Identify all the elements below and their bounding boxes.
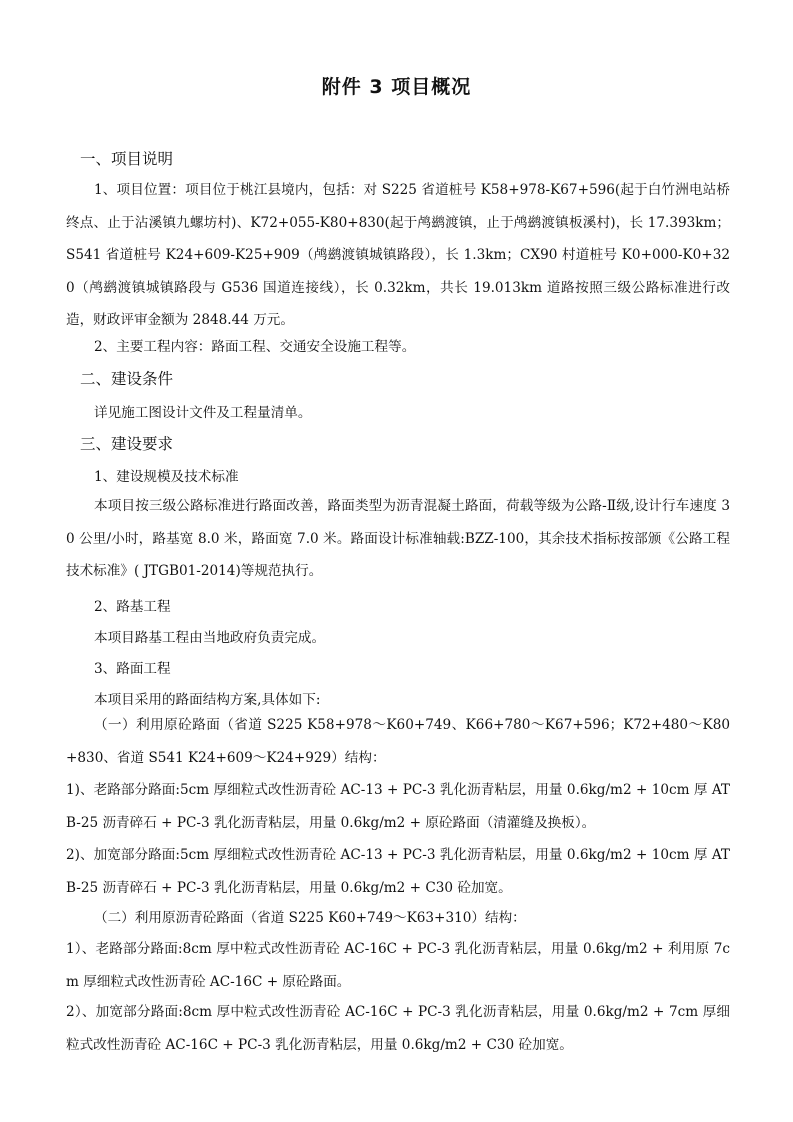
paragraph-pavement-intro: 本项目采用的路面结构方案,具体如下: — [94, 692, 321, 708]
paragraph-project-location: 1、项目位置：项目位于桃江县境内，包括：对 S225 省道桩号 K58+978-K67+596(起于白竹洲电站桥终点、止于沾溪镇九螺坊村)、K72+055-K80+830(起于鸬鹚渡镇，止于鸬鹚渡镇板溪村)，长 17.393km；S541 省道桩号 K24+609-K25+909（鸬鹚渡镇城镇路段），长 1.3km；CX90 村道桩号 K0+000-K0+320（鸬鹚渡镇城镇路段与 G536 国道连接线），长 0.32km，共长 19.013km 道路按照三级公路标准进行改造，财政评审金额为 2848.44 万元。 — [66, 182, 731, 328]
paragraph-reuse-asphalt-old-road: 1）、老路部分路面:8cm 厚中粒式改性沥青砼 AC-16C + PC-3 乳化沥青粘层，用量 0.6kg/m2 + 利用原 7cm 厚细粒式改性沥青砼 AC-16C + 原砼路面。 — [66, 941, 730, 990]
paragraph-reuse-concrete-old-road: 1)、老路部分路面:5cm 厚细粒式改性沥青砼 AC-13 + PC-3 乳化沥青粘层，用量 0.6kg/m2 + 10cm 厚 ATB-25 沥青碎石 + PC-3 乳化沥青粘层，用量 0.6kg/m2 + 原砼路面（清灌缝及换板）。 — [66, 782, 730, 831]
section-heading-project-description: 一、项目说明 — [80, 150, 174, 168]
subheading-scale-standards: 1、建设规模及技术标准 — [94, 469, 239, 485]
paragraph-scale-standards: 本项目按三级公路标准进行路面改善，路面类型为沥青混凝土路面，荷载等级为公路-Ⅱ级,设计行车速度 30 公里/小时，路基宽 8.0 米，路面宽 7.0 米。路面设计标准轴载:BZZ-100，其余技术指标按部颁《公路工程技术标准》( JTGB01-2014)等规范执行。 — [66, 498, 730, 579]
subheading-subgrade: 2、路基工程 — [94, 599, 171, 615]
paragraph-reuse-concrete-title: （一）利用原砼路面（省道 S225 K58+978～K60+749、K66+780～K67+596；K72+480～K80+830、省道 S541 K24+609～K24+929）结构： — [66, 717, 730, 766]
paragraph-reuse-concrete-widening: 2)、加宽部分路面:5cm 厚细粒式改性沥青砼 AC-13 + PC-3 乳化沥青粘层，用量 0.6kg/m2 + 10cm 厚 ATB-25 沥青碎石 + PC-3 乳化沥青粘层，用量 0.6kg/m2 + C30 砼加宽。 — [66, 847, 730, 896]
section-heading-construction-requirements: 三、建设要求 — [80, 435, 174, 453]
paragraph-main-works: 2、主要工程内容：路面工程、交通安全设施工程等。 — [94, 339, 416, 355]
section-heading-construction-conditions: 二、建设条件 — [80, 370, 174, 388]
document-title: 附件 3 项目概况 — [321, 76, 472, 98]
subheading-pavement: 3、路面工程 — [94, 661, 171, 677]
paragraph-reuse-asphalt-title: （二）利用原沥青砼路面（省道 S225 K60+749～K63+310）结构： — [94, 910, 526, 926]
paragraph-reuse-asphalt-widening: 2）、加宽部分路面:8cm 厚中粒式改性沥青砼 AC-16C + PC-3 乳化沥青粘层，用量 0.6kg/m2 + 7cm 厚细粒式改性沥青砼 AC-16C + PC-3 乳化沥青粘层，用量 0.6kg/m2 + C30 砼加宽。 — [66, 1004, 730, 1053]
paragraph-see-drawings: 详见施工图设计文件及工程量清单。 — [94, 405, 312, 421]
paragraph-subgrade: 本项目路基工程由当地政府负责完成。 — [94, 630, 326, 646]
